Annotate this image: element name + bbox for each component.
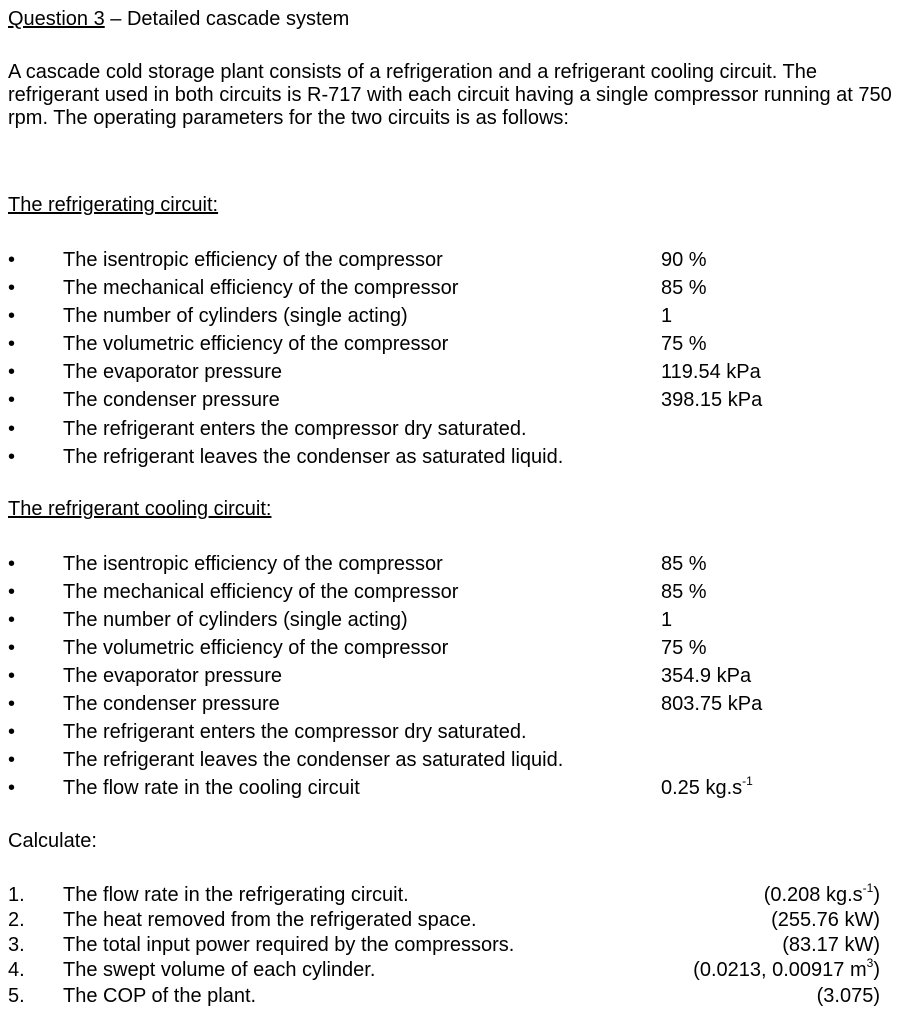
item-label: The evaporator pressure	[63, 361, 283, 383]
list-item	[8, 360, 896, 384]
list-item	[8, 608, 896, 632]
item-label: The evaporator pressure	[63, 665, 283, 687]
list-item	[8, 417, 896, 441]
item-label: The volumetric efficiency of the compressor	[63, 637, 449, 659]
bullet	[8, 748, 28, 772]
bullet	[8, 580, 28, 604]
list-item	[8, 720, 896, 744]
list-item	[8, 636, 896, 660]
task-answer: (3.075)	[816, 985, 880, 1007]
task-item	[8, 984, 896, 1008]
item-label: The number of cylinders (single acting)	[63, 305, 408, 327]
item-label: The flow rate in the cooling circuit	[63, 777, 360, 799]
list-item	[8, 552, 896, 576]
bullet	[8, 552, 28, 576]
bullet	[8, 776, 28, 800]
bullet	[8, 636, 28, 660]
list-item	[8, 248, 896, 272]
task-answer: (0.0213, 0.00917 $m^3$)	[693, 956, 880, 981]
bullet	[8, 388, 28, 412]
question-title: Detailed cascade system	[126, 8, 350, 30]
item-value: 85 %	[661, 581, 707, 603]
item-label: The number of cylinders (single acting)	[63, 609, 408, 631]
task-item	[8, 933, 896, 957]
item-value: 75 %	[661, 333, 707, 355]
item-value: 0.25 $kg.s^{-1}$	[661, 774, 753, 799]
cooling-circuit-title: The refrigerant cooling circuit:	[8, 498, 272, 520]
bullet	[8, 692, 28, 716]
task-answer: (0.208 $kg.s^{-1}$)	[763, 881, 880, 906]
question-number: Question 3	[8, 8, 105, 30]
item-label: The refrigerant enters the compressor dry saturated.	[63, 418, 527, 440]
bullet	[8, 445, 28, 469]
bullet	[8, 608, 28, 632]
bullet	[8, 417, 28, 441]
bullet	[8, 720, 28, 744]
bullet	[8, 248, 28, 272]
question-heading	[8, 7, 349, 31]
item-value: 85 %	[661, 553, 707, 575]
item-label: The refrigerant leaves the condenser as saturated liquid.	[63, 749, 564, 771]
item-label: The refrigerant leaves the condenser as saturated liquid.	[63, 446, 564, 468]
item-value: 75 %	[661, 637, 707, 659]
bullet	[8, 304, 28, 328]
list-item	[8, 332, 896, 356]
bullet	[8, 332, 28, 356]
task-number: 4.	[8, 959, 25, 981]
item-value: 119.54 kPa	[661, 361, 761, 383]
item-value: 85 %	[661, 277, 707, 299]
list-item-flow-rate	[8, 776, 896, 800]
task-label: The swept volume of each cylinder.	[63, 959, 376, 981]
intro-paragraph: A cascade cold storage plant consists of a refrigeration and a refrigerant cooling circuit. The refrigerant used in both circuits is R-717 with each circuit having a single compressor running at 750 rpm. The operating parameters for the two circuits is as follows:	[8, 61, 892, 130]
task-number: 1.	[8, 884, 25, 906]
task-item	[8, 908, 896, 932]
bullet	[8, 664, 28, 688]
item-label: The volumetric efficiency of the compressor	[63, 333, 449, 355]
heading-separator: –	[104, 8, 127, 30]
item-label: The mechanical efficiency of the compressor	[63, 277, 459, 299]
list-item	[8, 748, 896, 772]
item-value: 803.75 kPa	[661, 693, 763, 715]
item-value: 398.15 kPa	[661, 389, 763, 411]
list-item	[8, 664, 896, 688]
task-answer: (255.76 kW)	[771, 909, 880, 931]
task-label: The flow rate in the refrigerating circuit.	[63, 884, 409, 906]
task-label: The COP of the plant.	[63, 985, 257, 1007]
list-item	[8, 580, 896, 604]
item-label: The isentropic efficiency of the compressor	[63, 249, 443, 271]
item-label: The refrigerant enters the compressor dry saturated.	[63, 721, 527, 743]
item-label: The isentropic efficiency of the compressor	[63, 553, 443, 575]
refrigerating-circuit-title: The refrigerating circuit:	[8, 194, 219, 216]
item-label: The mechanical efficiency of the compressor	[63, 581, 459, 603]
item-value: 1	[661, 305, 673, 327]
bullet	[8, 360, 28, 384]
item-value: 1	[661, 609, 673, 631]
item-label: The condenser pressure	[63, 389, 280, 411]
list-item	[8, 445, 896, 469]
item-value: 90 %	[661, 249, 707, 271]
list-item	[8, 692, 896, 716]
task-number: 3.	[8, 934, 25, 956]
task-answer: (83.17 kW)	[782, 934, 880, 956]
task-label: The heat removed from the refrigerated space.	[63, 909, 477, 931]
list-item	[8, 276, 896, 300]
item-label: The condenser pressure	[63, 693, 280, 715]
task-number: 5.	[8, 985, 25, 1007]
task-label: The total input power required by the compressors.	[63, 934, 515, 956]
item-value: 354.9 kPa	[661, 665, 752, 687]
task-item	[8, 883, 896, 907]
task-number: 2.	[8, 909, 25, 931]
calculate-title: Calculate:	[8, 830, 97, 852]
list-item	[8, 388, 896, 412]
task-item	[8, 958, 896, 982]
list-item	[8, 304, 896, 328]
bullet	[8, 276, 28, 300]
